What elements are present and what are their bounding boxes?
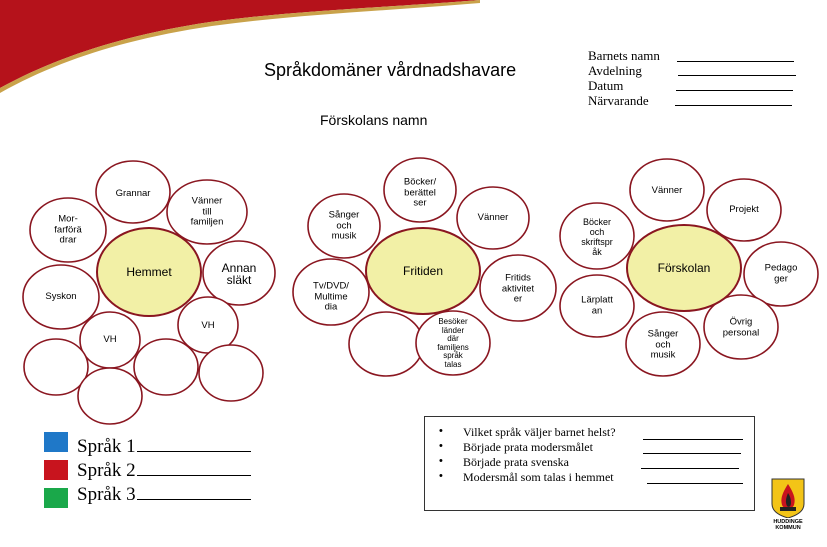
form-label-child-name: Barnets namn [588, 48, 660, 63]
question-2-field[interactable] [643, 453, 741, 454]
language-3-label: Språk 3 [77, 484, 136, 505]
language-1-swatch [44, 432, 68, 452]
language-1-row[interactable] [77, 436, 251, 458]
bubble-label: Besöker länder där familjens språk talas [437, 317, 469, 370]
bubble-label: Sånger och musik [328, 209, 360, 242]
bullet-icon: • [439, 470, 443, 482]
logo-text-line2: KOMMUN [775, 525, 801, 531]
bubble-label: Vänner [651, 184, 683, 196]
bubble-label: Grannar [115, 187, 151, 199]
bubble-empty-4[interactable] [78, 368, 142, 424]
form-label-date: Datum [588, 78, 624, 93]
center-label-hemmet: Hemmet [126, 264, 172, 279]
bubble-label: Vänner till familjen [190, 195, 224, 228]
bullet-icon: • [439, 455, 443, 467]
bubble-label: Böcker och skriftspr åk [581, 217, 613, 257]
language-1-label: Språk 1 [77, 436, 136, 457]
bubble-empty-fritid[interactable] [349, 312, 423, 376]
bubble-label: Sånger och musik [647, 328, 679, 361]
question-1: Vilket språk väljer barnet helst? [463, 425, 616, 439]
language-2-row[interactable] [77, 460, 251, 482]
bubble-label: Syskon [45, 290, 77, 302]
bubble-label: Tv/DVD/ Multime dia [313, 280, 349, 313]
bubble-label: Fritids aktivitet er [501, 272, 535, 305]
bubble-label: Pedago ger [764, 262, 798, 284]
question-2: Började prata modersmålet [463, 440, 593, 454]
question-1-field[interactable] [643, 439, 743, 440]
bullet-icon: • [439, 440, 443, 452]
page-title: Språkdomäner vårdnadshavare [264, 60, 517, 80]
question-3-field[interactable] [641, 468, 739, 469]
huddinge-logo-icon [771, 478, 805, 518]
preschool-name-label: Förskolans namn [320, 112, 428, 128]
bubble-label: Mor- farförä drar [54, 213, 82, 246]
bubble-label: Lärplatt an [581, 294, 613, 316]
form-label-department: Avdelning [588, 63, 642, 78]
form-label-present: Närvarande [588, 93, 649, 108]
bubble-label: Annan släkt [221, 261, 257, 287]
language-3-swatch [44, 488, 68, 508]
bubble-label: VH [103, 333, 117, 345]
logo-text-line1: HUDDINGE [773, 519, 803, 525]
center-label-fritiden: Fritiden [402, 263, 444, 278]
bubble-label: Projekt [729, 203, 759, 215]
bubble-label: Böcker/ berättel ser [403, 176, 437, 209]
bubble-label: VH [201, 319, 215, 331]
language-2-swatch [44, 460, 68, 480]
bubble-empty-1[interactable] [24, 339, 88, 395]
questions-box [424, 416, 755, 511]
bubble-label: Övrig personal [722, 316, 760, 338]
language-2-label: Språk 2 [77, 460, 136, 481]
question-3: Började prata svenska [463, 455, 569, 469]
language-3-row[interactable] [77, 484, 251, 506]
center-label-forskolan: Förskolan [657, 260, 711, 275]
bubble-empty-2[interactable] [134, 339, 198, 395]
bullet-icon: • [439, 425, 443, 437]
question-4: Modersmål som talas i hemmet [463, 470, 614, 484]
bubble-label: Vänner [477, 211, 509, 223]
question-4-field[interactable] [647, 483, 743, 484]
bubble-empty-3[interactable] [199, 345, 263, 401]
